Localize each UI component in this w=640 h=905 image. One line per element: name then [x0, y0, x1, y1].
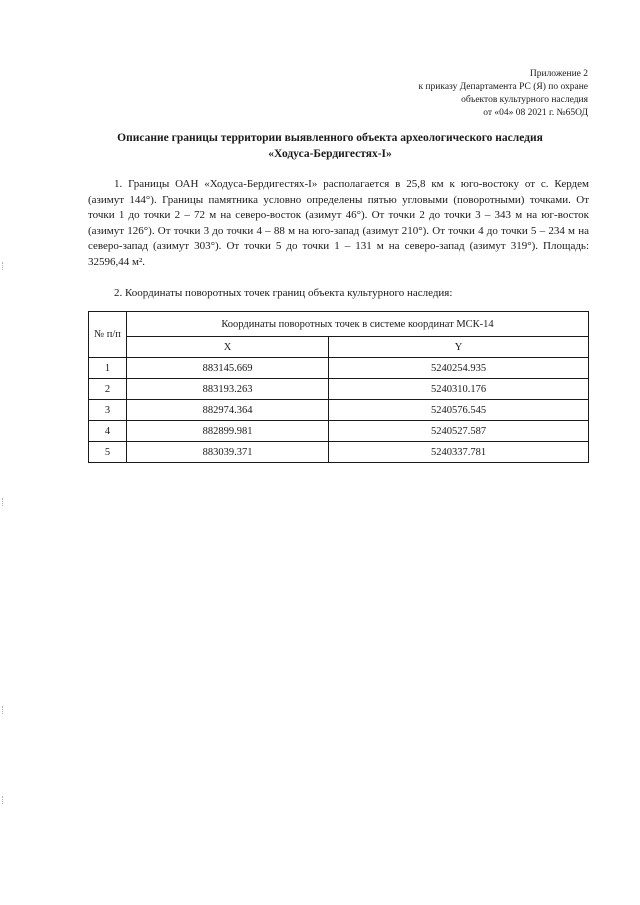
table-header-row	[89, 312, 589, 337]
row-y: 5240337.781	[329, 442, 589, 463]
table-row	[89, 421, 589, 442]
coordinates-table	[88, 311, 589, 463]
row-x: 883193.263	[127, 379, 329, 400]
boundary-description: 1. Границы ОАН «Ходуса-Бердигестях-I» располагается в 25,8 км к юго-востоку от с. Кердем (азимут 144°). Границы памятника условно определены пятью угловыми (поворотными) точками. От точки 1 до точки 2 – 72 м на северо-восток (азимут 46°). От точки 2 до точки 3 – 343 м на юг-восток (азимут 126°). От точки 3 до точки 4 – 88 м на юго-запад (азимут 210°). От точки 4 до точки 5 – 234 м на северо-запад (азимут 303°). От точки 5 до точки 1 – 131 м на северо-запад (азимут 319°). Площадь: 32596,44 м².	[88, 178, 589, 268]
row-x: 882899.981	[127, 421, 329, 442]
row-x: 883039.371	[127, 442, 329, 463]
row-number: 1	[89, 358, 127, 379]
row-number: 5	[89, 442, 127, 463]
table-subheader-row	[89, 337, 589, 358]
scan-mark	[2, 706, 5, 714]
appendix-line-2: к приказу Департамента РС (Я) по охране	[418, 82, 588, 92]
row-y: 5240527.587	[329, 421, 589, 442]
row-number: 3	[89, 400, 127, 421]
table-row	[89, 379, 589, 400]
document-title	[60, 130, 600, 162]
header-x: X	[127, 337, 329, 358]
title-line-2: «Ходуса-Бердигестях-I»	[268, 148, 392, 160]
row-y: 5240254.935	[329, 358, 589, 379]
row-y: 5240576.545	[329, 400, 589, 421]
row-x: 883145.669	[127, 358, 329, 379]
scan-mark	[2, 262, 5, 270]
row-number: 4	[89, 421, 127, 442]
appendix-line-1: Приложение 2	[529, 69, 588, 79]
table-row	[89, 400, 589, 421]
table-row	[89, 442, 589, 463]
scan-mark	[2, 498, 5, 506]
row-y: 5240310.176	[329, 379, 589, 400]
scan-mark	[2, 796, 5, 804]
title-line-1: Описание границы территории выявленного объекта археологического наследия	[117, 132, 543, 144]
appendix-header	[418, 68, 588, 120]
appendix-line-4: от «04» 08 2021 г. №65ОД	[483, 108, 588, 118]
header-number: № п/п	[89, 312, 127, 358]
appendix-line-3: объектов культурного наследия	[461, 95, 588, 105]
header-coordinates: Координаты поворотных точек в системе координат МСК-14	[127, 312, 589, 337]
row-x: 882974.364	[127, 400, 329, 421]
row-number: 2	[89, 379, 127, 400]
coordinates-intro: 2. Координаты поворотных точек границ объекта культурного наследия:	[114, 287, 453, 299]
header-y: Y	[329, 337, 589, 358]
table-row	[89, 358, 589, 379]
